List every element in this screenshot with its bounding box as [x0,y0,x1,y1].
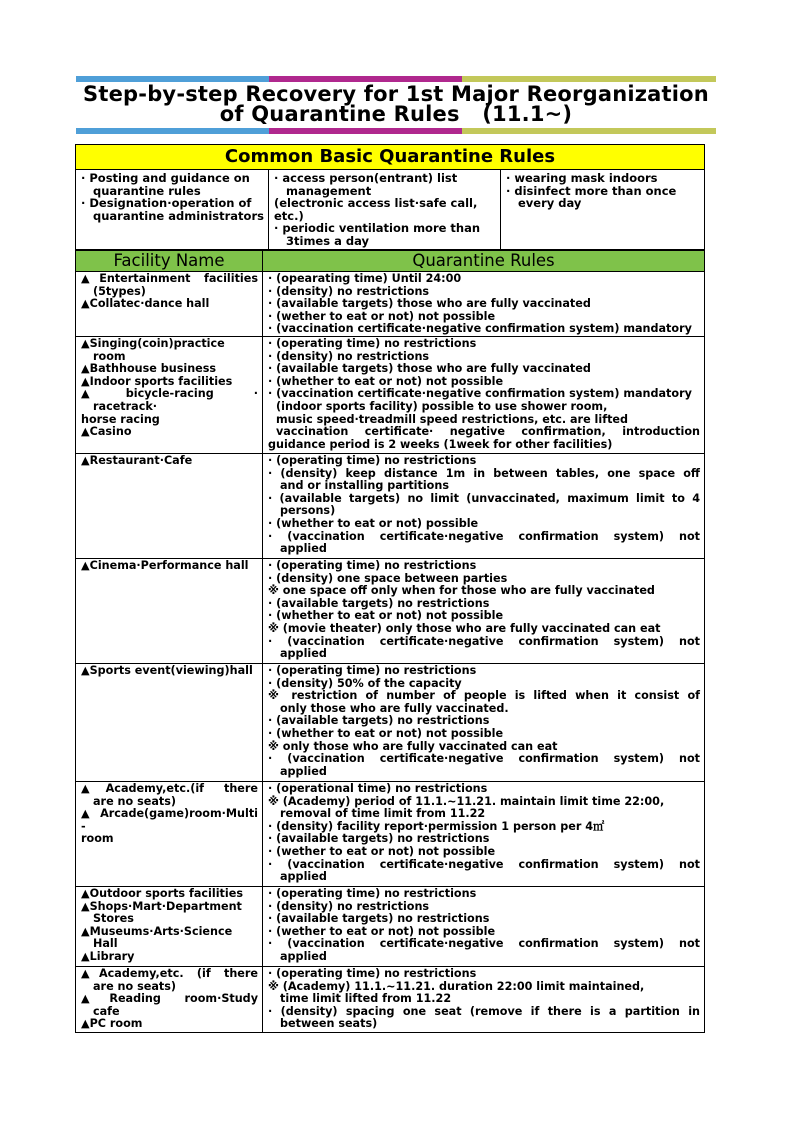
common-rule-line: management [286,183,372,198]
quarantine-rule-line: applied [280,647,327,661]
facility-name-line: are no seats) [93,979,177,993]
common-rule-line: quarantine administrators [93,208,264,223]
common-rules-col-3 [501,170,705,250]
quarantine-rule-line: · (density) one space between parties [268,571,508,585]
quarantine-rule-line: vaccination certificate· negative confirmation, introduction [276,425,700,439]
quarantine-rule-line: · (vaccination certificate·negative confirmation system) mandatory [268,387,692,401]
facility-name-line: ▲Museums·Arts·Science [81,924,233,938]
common-rule-line: every day [518,196,582,210]
quarantine-rules-cell [263,453,705,558]
quarantine-rule-line: · (density) no restrictions [268,899,430,913]
quarantine-rules-cell [263,781,705,886]
facility-name-cell [76,558,263,663]
quarantine-rule-line: · (available targets) no restrictions [268,596,490,610]
facility-name-cell [76,886,263,966]
facility-name-line: ▲Entertainment facilities [81,272,258,285]
facility-name-line: are no seats) [93,794,177,808]
quarantine-rule-line: time limit lifted from 11.22 [280,992,452,1006]
facility-name-line: ▲Academy,etc.(if there [81,781,258,795]
facility-row [76,272,705,337]
quarantine-rule-line: removal of time limit from 11.22 [280,807,486,821]
facility-name-cell [76,966,263,1032]
quarantine-rule-line: ※ restriction of number of people is lifted when it consist of [268,689,700,703]
facility-name-line: ▲Casino [81,425,132,439]
common-rule-line: · periodic ventilation more than [274,221,481,235]
quarantine-rule-line: · (density) facility report·permission 1 person per 4㎡ [268,819,605,833]
common-rule-line: (electronic access list·safe call, etc.) [274,196,478,223]
quarantine-rule-line: · (wether to eat or not) not possible [268,924,496,938]
quarantine-rule-line: · (available targets) no restrictions [268,912,490,926]
facility-name-line: ▲Indoor sports facilities [81,374,233,388]
facility-row [76,558,705,663]
facility-name-line: ▲Shops·Mart·Department [81,899,242,913]
quarantine-rule-line: · (vaccination certificate·negative confirmation system) mandatory [268,322,692,336]
facility-name-line: ▲Singing(coin)practice [81,336,225,350]
common-rule-line: · Posting and guidance on [81,171,250,185]
quarantine-rule-line: ※ (movie theater) only those who are fully vaccinated can eat [268,621,661,635]
quarantine-rule-line: · (available targets) no restrictions [268,832,490,846]
facility-name-line: room [93,349,126,363]
facility-name-cell [76,272,263,337]
quarantine-rule-line: · (available targets) those who are fully vaccinated [268,297,591,311]
facility-name-line: room [81,832,114,846]
quarantine-rules-cell [263,336,705,453]
quarantine-rule-line: · (operating time) no restrictions [268,886,477,900]
quarantine-rule-line: applied [280,764,327,778]
quarantine-rule-line: · (operating time) no restrictions [268,453,477,467]
quarantine-rule-line: · (available targets) no restrictions [268,714,490,728]
facility-row [76,663,705,781]
quarantine-rules-cell [263,272,705,337]
quarantine-rule-line: · (operational time) no restrictions [268,781,488,795]
rules-table-body [76,272,705,1033]
facility-name-line: ▲bicycle-racing · [81,387,258,401]
quarantine-rules-header: Quarantine Rules [263,251,705,272]
facility-name-line: ▲Arcade(game)room·Multi [81,807,258,821]
facility-name-cell [76,453,263,558]
facility-row [76,966,705,1032]
facility-name-line: (5types) [93,284,146,298]
facility-name-cell [76,781,263,886]
common-rules-col-1 [76,170,269,250]
quarantine-rule-line: · (available targets) those who are fully vaccinated [268,362,591,376]
quarantine-rule-line: applied [280,870,327,884]
quarantine-rule-line: persons) [280,504,336,518]
quarantine-rule-line: · (density) 50% of the capacity [268,676,462,690]
quarantine-rule-line: applied [280,542,327,556]
quarantine-rule-line: ※ (Academy) period of 11.1.~11.21. maintain limit time 22:00, [268,794,665,808]
facility-name-line: ▲Sports event(viewing)hall [81,663,253,677]
common-rule-line: · wearing mask indoors [506,171,658,185]
quarantine-rule-line: · (wether to eat or not) not possible [268,309,496,323]
bottom-color-bar [76,128,716,134]
common-rule-line: quarantine rules [93,183,201,198]
facility-name-cell [76,663,263,781]
quarantine-rule-line: · (density) spacing one seat (remove if there is a partition in [268,1004,700,1018]
common-rule-line: · access person(entrant) list [274,171,458,185]
quarantine-rules-cell [263,663,705,781]
common-rule-line: · disinfect more than once [506,183,677,198]
quarantine-rule-line: · (density) no restrictions [268,284,430,298]
quarantine-rules-table [75,250,705,1033]
common-rules-table [75,144,705,250]
quarantine-rule-line: · (operating time) no restrictions [268,966,477,980]
facility-name-line: horse racing [81,412,160,426]
quarantine-rule-line: · (vaccination certificate·negative confirmation system) not [268,752,700,766]
quarantine-rule-line: · (operating time) no restrictions [268,558,477,572]
quarantine-rule-line: guidance period is 2 weeks (1week for other facilities) [268,437,613,451]
facility-name-line: ▲Restaurant·Cafe [81,453,193,467]
facility-name-line: ▲Outdoor sports facilities [81,886,243,900]
quarantine-rule-line: ※ (Academy) 11.1.~11.21. duration 22:00 limit maintained, [268,979,645,993]
common-rules-heading: Common Basic Quarantine Rules [76,145,705,170]
quarantine-rule-line: between seats) [280,1017,378,1031]
quarantine-rules-cell [263,966,705,1032]
facility-row [76,336,705,453]
quarantine-rule-line: · (operating time) no restrictions [268,663,477,677]
facility-name-line: racetrack· [93,399,158,413]
quarantine-rule-line: · (density) keep distance 1m in between tables, one space off [268,466,700,480]
facility-name-line: ▲Bathhouse business [81,362,217,376]
facility-name-cell [76,336,263,453]
quarantine-rule-line: · (opearating time) Until 24:00 [268,272,462,285]
quarantine-rule-line: · (available targets) no limit (unvaccinated, maximum limit to 4 [268,491,700,505]
quarantine-rule-line: · (whether to eat or not) possible [268,516,479,530]
quarantine-rule-line: · (vaccination certificate·negative confirmation system) not [268,857,700,871]
quarantine-rule-line: only those who are fully vaccinated. [280,701,509,715]
quarantine-rules-cell [263,558,705,663]
facility-name-line: ▲PC room [81,1017,143,1031]
facility-name-line: ▲Cinema·Performance hall [81,558,249,572]
quarantine-rule-line: · (whether to eat or not) not possible [268,726,504,740]
quarantine-rule-line: and or installing partitions [280,479,449,493]
quarantine-rule-line: · (density) no restrictions [268,349,430,363]
page-title [76,84,716,124]
quarantine-rule-line: · (vaccination certificate·negative confirmation system) not [268,634,700,648]
quarantine-rule-line: ※ only those who are fully vaccinated can eat [268,739,558,753]
quarantine-rule-line: · (vaccination certificate·negative confirmation system) not [268,937,700,951]
facility-name-line: - [81,819,86,833]
facility-name-line: Stores [93,912,134,926]
title-line-1: Step-by-step Recovery for 1st Major Reorganization [83,82,709,106]
facility-name-line: Hall [93,937,118,951]
quarantine-rule-line: · (wether to eat or not) not possible [268,844,496,858]
title-line-2: of Quarantine Rules (11.1~) [219,102,573,126]
quarantine-rules-cell [263,886,705,966]
quarantine-rule-line: applied [280,949,327,963]
facility-name-line: ▲Academy,etc. (if there [81,966,258,980]
quarantine-rule-line: · (vaccination certificate·negative confirmation system) not [268,529,700,543]
facility-name-line: ▲Collatec·dance hall [81,297,210,311]
facility-name-line: ▲Library [81,949,135,963]
quarantine-rule-line: · (whether to eat or not) not possible [268,374,504,388]
quarantine-rule-line: · (whether to eat or not) not possible [268,609,504,623]
quarantine-rule-line: · (operating time) no restrictions [268,336,477,350]
facility-name-header: Facility Name [76,251,263,272]
quarantine-rule-line: music speed·treadmill speed restrictions, etc. are lifted [276,412,629,426]
quarantine-rule-line: (indoor sports facility) possible to use shower room, [276,399,608,413]
facility-row [76,453,705,558]
facility-name-line: cafe [93,1004,120,1018]
common-rule-line: · Designation·operation of [81,196,252,210]
common-rules-col-2 [269,170,501,250]
facility-row [76,886,705,966]
common-rule-line: 3times a day [286,233,369,248]
quarantine-rule-line: ※ one space off only when for those who are fully vaccinated [268,584,655,598]
facility-name-line: ▲Reading room·Study [81,992,258,1006]
facility-row [76,781,705,886]
